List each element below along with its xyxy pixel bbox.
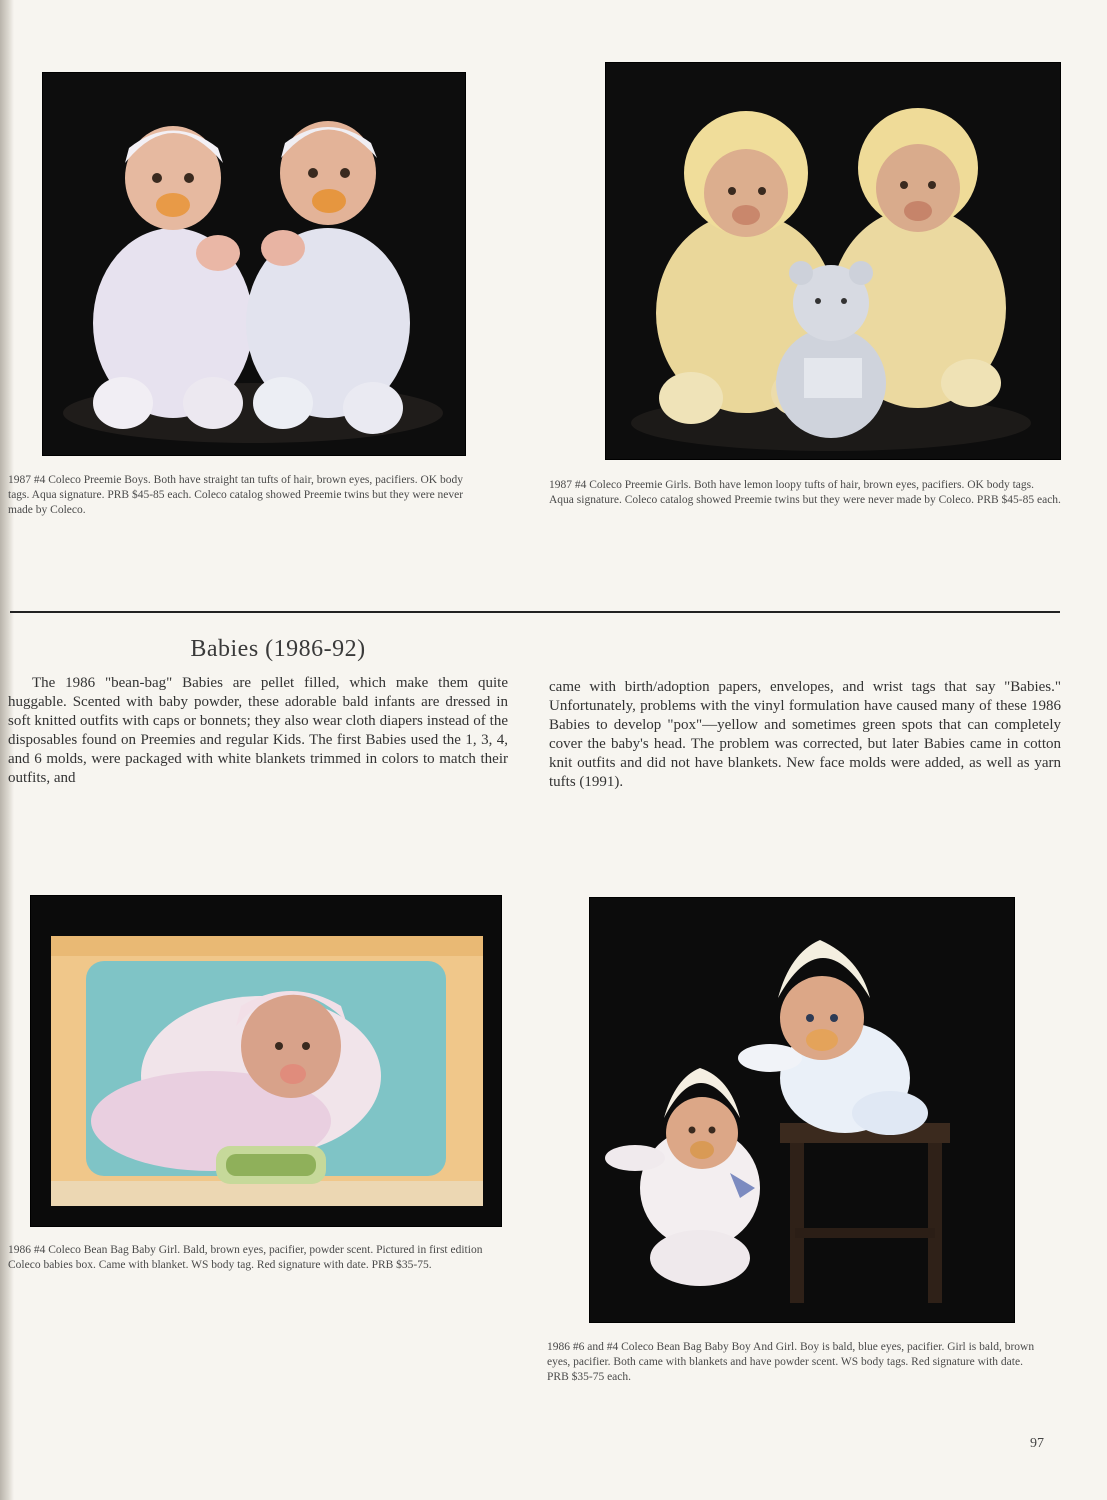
caption-preemie-girls: 1987 #4 Coleco Preemie Girls. Both have lemon loopy tufts of hair, brown eyes, pacifiers. OK body tags. Aqua signature. Coleco catalog showed Preemie twins but they were never made by Coleco. PRB $45-85 each.: [549, 479, 1061, 506]
page-number: 97: [1030, 1436, 1044, 1451]
photo-bean-bag-baby-girl-box: [30, 895, 502, 1227]
photo-preemie-boys: [42, 72, 466, 456]
caption-preemie-boys: 1987 #4 Coleco Preemie Boys. Both have straight tan tufts of hair, brown eyes, pacifiers. OK body tags. Aqua signature. PRB $45-85 each. Coleco catalog showed Preemie twins but they were never made by Coleco.: [8, 474, 464, 516]
body-paragraph-right: came with birth/adoption papers, envelopes, and wrist tags that say "Babies." Unfortunately, problems with the vinyl formulation have caused many of these 1986 Babies to develop "pox"—yellow and sometimes green spots that can completely cover the baby's head. The problem was corrected, but later Babies came in cotton knit outfits and did not have blankets. New face molds were added, as well as yarn tufts (1991).: [549, 679, 1061, 790]
photo-preemie-girls: [605, 62, 1061, 460]
body-paragraph-left: The 1986 "bean-bag" Babies are pellet filled, which make them quite huggable. Scented with baby powder, these adorable bald infants are dressed in soft knitted outfits with caps or bonnets; they also wear cloth diapers instead of the disposables found on Preemies and regular Kids. The first Babies used the 1, 3, 4, and 6 molds, were packaged with white blankets trimmed in colors to match their outfits, and: [8, 675, 508, 786]
section-divider: [10, 611, 1060, 613]
section-title: Babies (1986-92): [190, 636, 366, 662]
caption-bean-bag-baby-girl: 1986 #4 Coleco Bean Bag Baby Girl. Bald, brown eyes, pacifier, powder scent. Pictured in first edition Coleco babies box. Came with blanket. WS body tag. Red signature with date. PRB $35-75.: [8, 1244, 483, 1271]
caption-bean-bag-baby-boy-and-girl: 1986 #6 and #4 Coleco Bean Bag Baby Boy And Girl. Boy is bald, blue eyes, pacifier. Girl is bald, brown eyes, pacifier. Both came with blankets and have powder scent. WS body tags. Red signature with date. PRB $35-75 each.: [547, 1341, 1035, 1383]
photo-bean-bag-baby-boy-and-girl: [589, 897, 1015, 1323]
